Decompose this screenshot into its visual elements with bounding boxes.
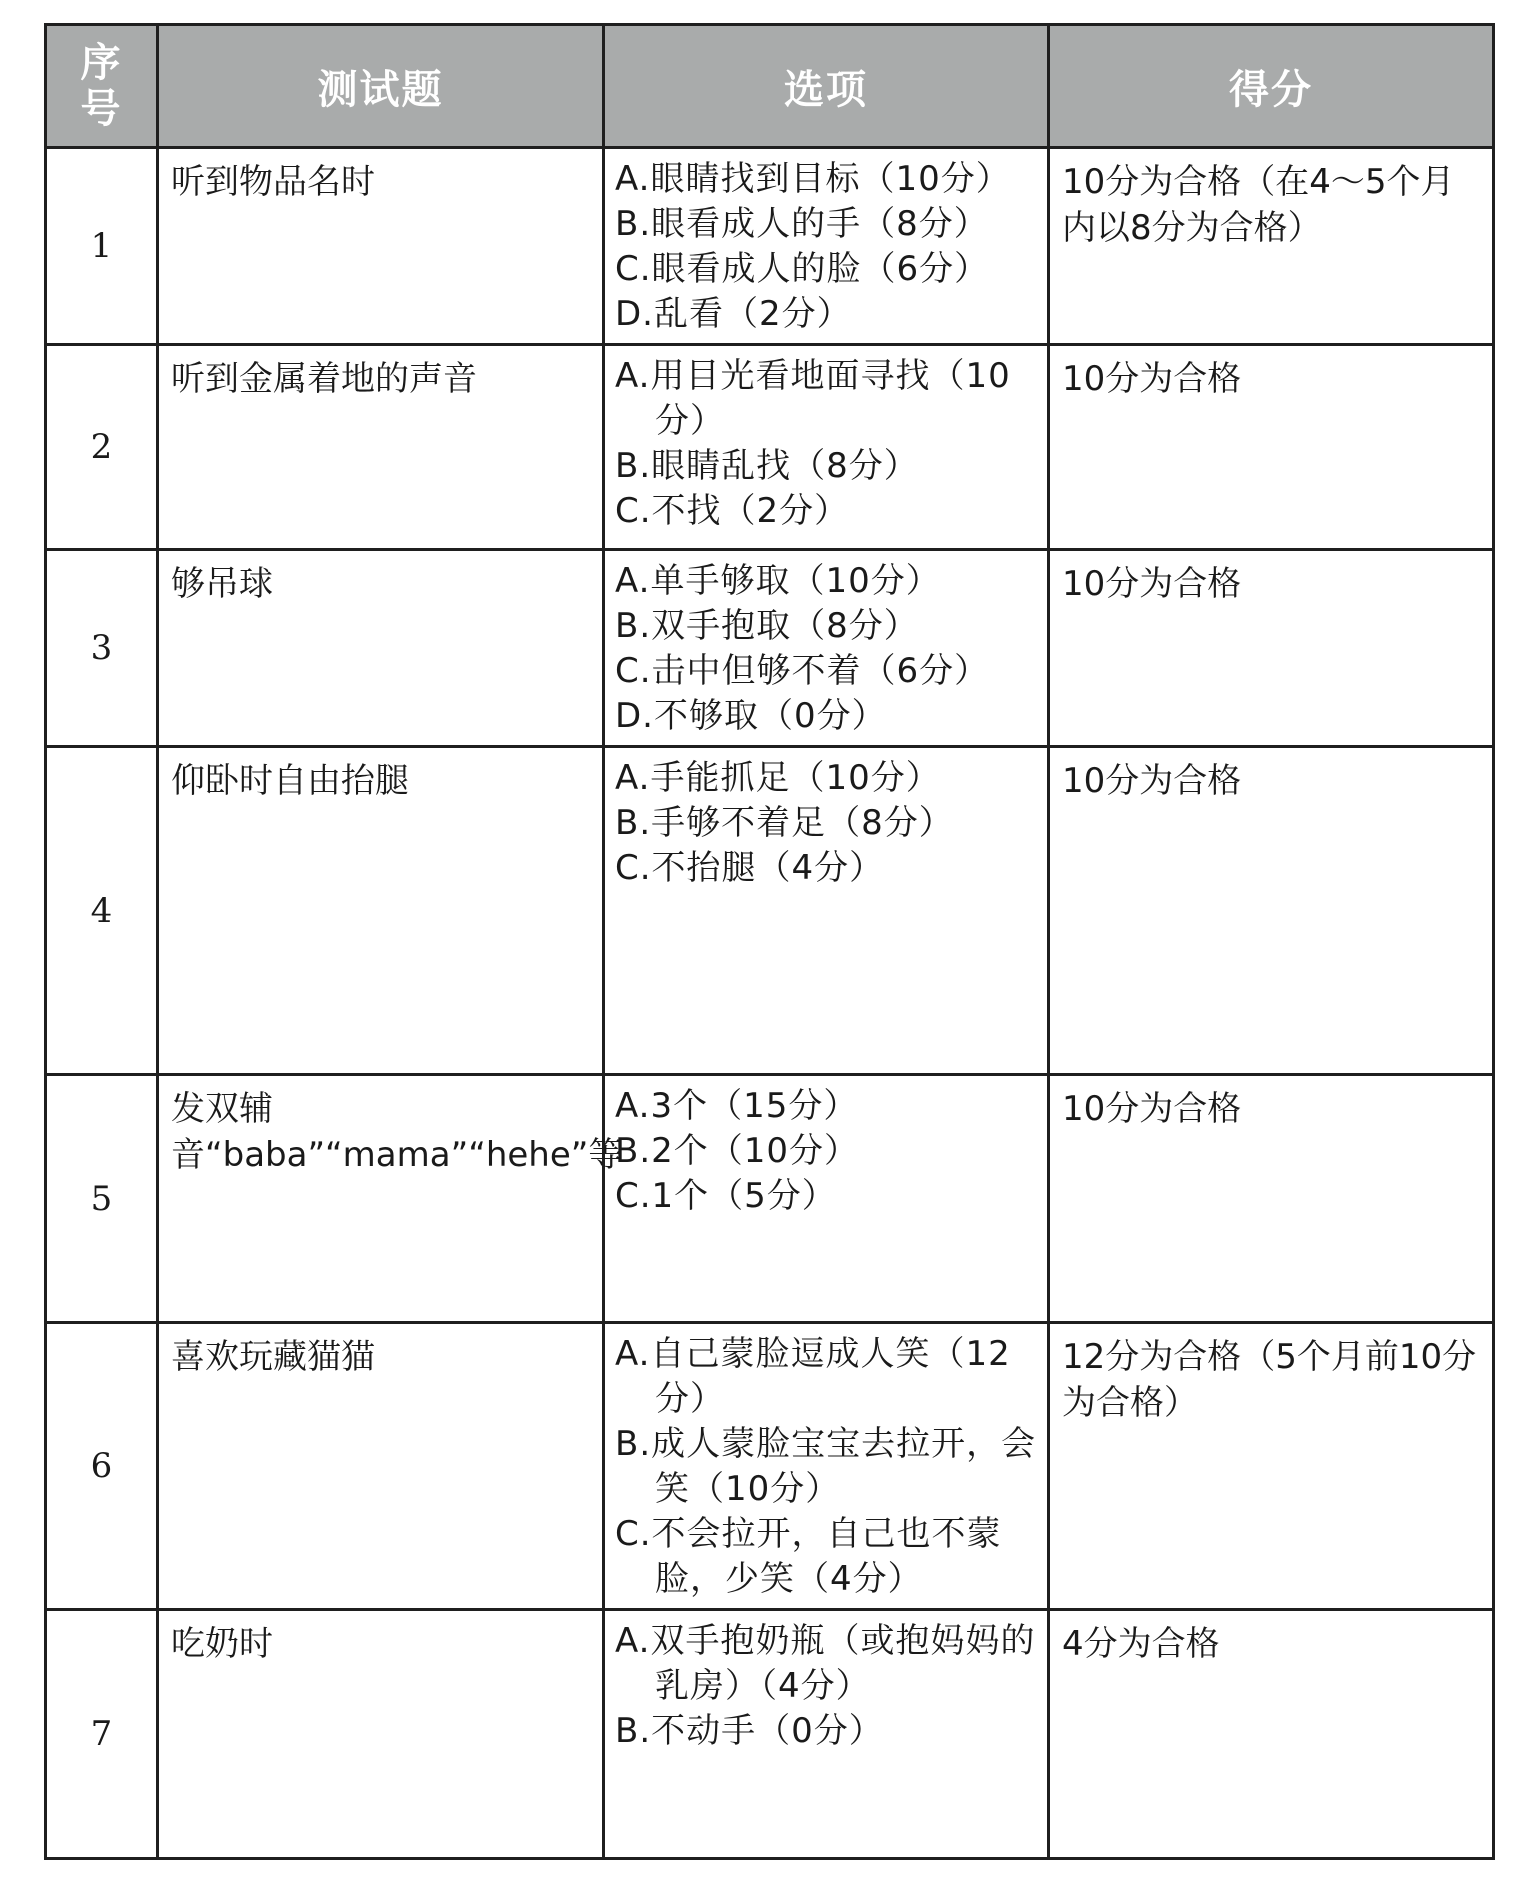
- row-options: [604, 1323, 1049, 1610]
- option-item: A.自己蒙脸逗成人笑（12分）: [615, 1334, 1011, 1419]
- table-row: [46, 148, 1494, 345]
- row-score: 10分为合格: [1049, 345, 1494, 550]
- option-item: B.不动手（0分）: [615, 1711, 884, 1751]
- row-score: 10分为合格: [1049, 550, 1494, 747]
- header-test: 测试题: [158, 25, 604, 148]
- row-seq: 1: [46, 148, 158, 345]
- option-item: C.击中但够不着（6分）: [615, 651, 990, 691]
- row-score: 12分为合格（5个月前10分为合格）: [1049, 1323, 1494, 1610]
- row-test: 吃奶时: [158, 1610, 604, 1859]
- row-seq: 5: [46, 1075, 158, 1323]
- table-row: [46, 1610, 1494, 1859]
- header-options: 选项: [604, 25, 1049, 148]
- option-item: B.手够不着足（8分）: [615, 803, 954, 843]
- row-test: 发双辅音“baba”“mama”“hehe”等: [158, 1075, 604, 1323]
- header-seq: [46, 25, 158, 148]
- option-item: C.1个（5分）: [615, 1176, 837, 1216]
- row-options: [604, 550, 1049, 747]
- table-row: [46, 345, 1494, 550]
- row-score: 10分为合格（在4～5个月内以8分为合格）: [1049, 148, 1494, 345]
- table-row: [46, 550, 1494, 747]
- row-score: 10分为合格: [1049, 1075, 1494, 1323]
- table-row: [46, 1075, 1494, 1323]
- option-item: B.眼看成人的手（8分）: [615, 204, 989, 244]
- option-item: A.3个（15分）: [615, 1086, 859, 1126]
- header-seq-char-2: 号: [80, 86, 123, 132]
- option-item: C.不会拉开，自己也不蒙脸，少笑（4分）: [615, 1514, 1002, 1599]
- option-item: B.眼睛乱找（8分）: [615, 446, 919, 486]
- table-row: [46, 1323, 1494, 1610]
- header-row: [46, 25, 1494, 148]
- option-item: B.双手抱取（8分）: [615, 606, 919, 646]
- row-options: [604, 747, 1049, 1075]
- row-test: 喜欢玩藏猫猫: [158, 1323, 604, 1610]
- row-test: 仰卧时自由抬腿: [158, 747, 604, 1075]
- option-item: A.眼睛找到目标（10分）: [615, 159, 1011, 199]
- option-item: A.双手抱奶瓶（或抱妈妈的乳房）（4分）: [615, 1621, 1036, 1706]
- option-item: D.乱看（2分）: [615, 294, 852, 334]
- row-options: [604, 1610, 1049, 1859]
- option-item: B.2个（10分）: [615, 1131, 860, 1171]
- table-row: [46, 747, 1494, 1075]
- option-item: C.不抬腿（4分）: [615, 848, 885, 888]
- option-item: A.用目光看地面寻找（10分）: [615, 356, 1011, 441]
- row-seq: 2: [46, 345, 158, 550]
- row-test: 听到金属着地的声音: [158, 345, 604, 550]
- row-seq: 3: [46, 550, 158, 747]
- header-seq-char-1: 序: [80, 40, 123, 86]
- row-score: 10分为合格: [1049, 747, 1494, 1075]
- assessment-table: [44, 23, 1495, 1860]
- option-item: D.不够取（0分）: [615, 696, 887, 736]
- option-item: A.手能抓足（10分）: [615, 758, 941, 798]
- row-seq: 7: [46, 1610, 158, 1859]
- option-item: C.不找（2分）: [615, 491, 850, 531]
- row-options: [604, 148, 1049, 345]
- row-seq: 6: [46, 1323, 158, 1610]
- row-seq: 4: [46, 747, 158, 1075]
- row-test: 够吊球: [158, 550, 604, 747]
- option-item: C.眼看成人的脸（6分）: [615, 249, 990, 289]
- row-test: 听到物品名时: [158, 148, 604, 345]
- row-score: 4分为合格: [1049, 1610, 1494, 1859]
- row-options: [604, 345, 1049, 550]
- option-item: B.成人蒙脸宝宝去拉开，会笑（10分）: [615, 1424, 1037, 1509]
- header-score: 得分: [1049, 25, 1494, 148]
- row-options: [604, 1075, 1049, 1323]
- option-item: A.单手够取（10分）: [615, 561, 941, 601]
